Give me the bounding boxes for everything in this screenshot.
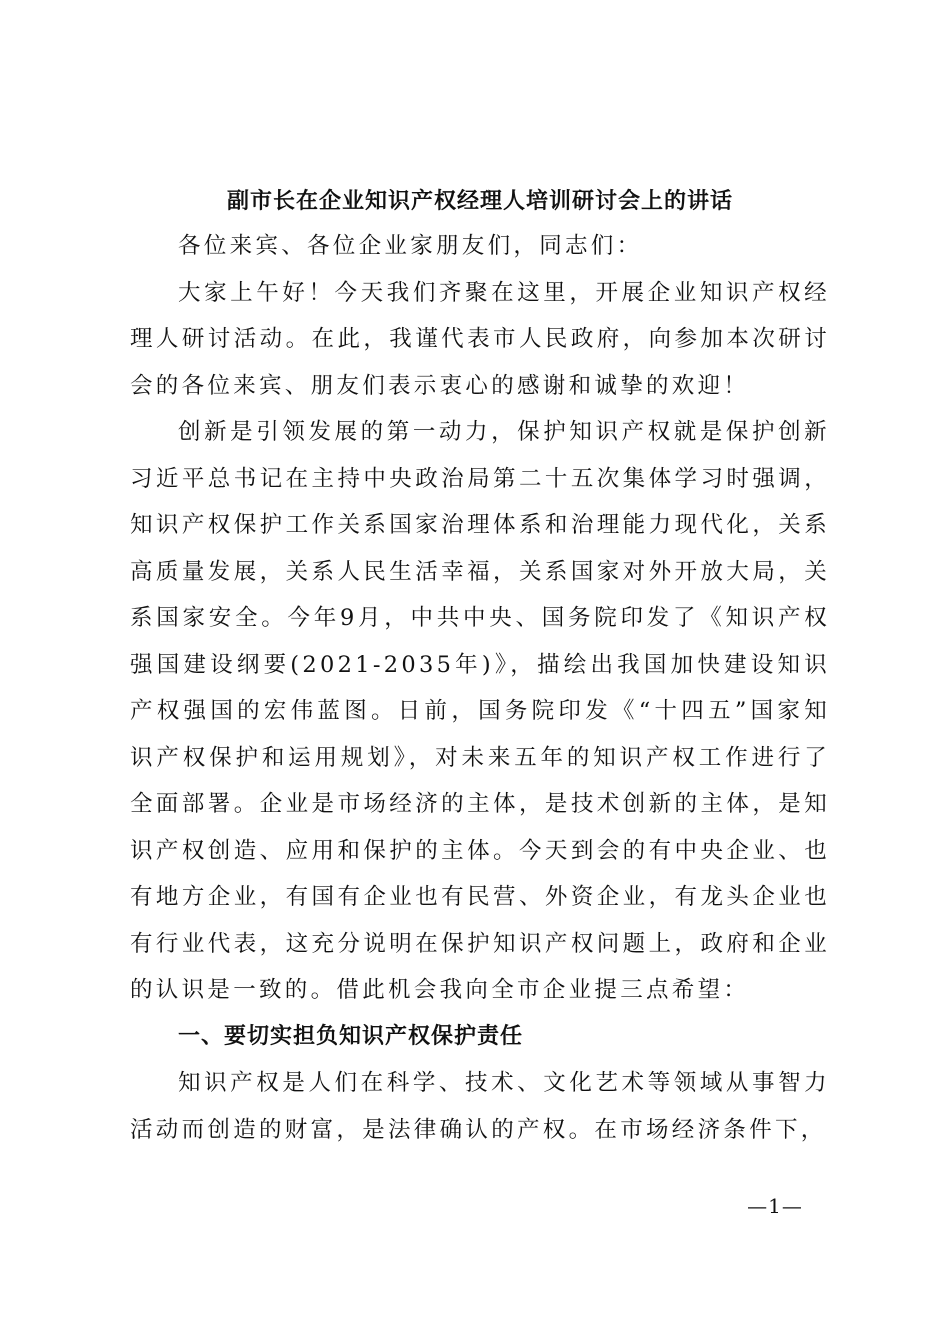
section-heading: 一、要切实担负知识产权保护责任 bbox=[178, 1023, 524, 1049]
paragraph-innovation: 创新是引领发展的第一动力，保护知识产权就是保护创新习近平总书记在主持中央政治局第二十五次集体学习时强调，知识产权保护工作关系国家治理体系和治理能力现代化，关系高质量发展，关系人民生活幸福，关系国家对外开放大局，关系国家安全。今年9月，中共中央、国务院印发了《知识产权强国建设纲要(2021-2035年)》，描绘出我国加快建设知识产权强国的宏伟蓝图。日前，国务院印发《“十四五”国家知识产权保护和运用规划》，对未来五年的知识产权工作进行了全面部署。企业是市场经济的主体，是技术创新的主体，是知识产权创造、应用和保护的主体。今天到会的有中央企业、也有地方企业，有国有企业也有民营、外资企业，有龙头企业也有行业代表，这充分说明在保护知识产权问题上，政府和企业的认识是一致的。借此机会我向全市企业提三点希望： bbox=[130, 419, 830, 1003]
document-body bbox=[130, 223, 830, 1153]
document-title: 副市长在企业知识产权经理人培训研讨会上的讲话 bbox=[226, 188, 733, 214]
salutation: 各位来宾、各位企业家朋友们，同志们： bbox=[178, 233, 643, 259]
paragraph-welcome: 大家上午好！今天我们齐聚在这里，开展企业知识产权经理人研讨活动。在此，我谨代表市人民政府，向参加本次研讨会的各位来宾、朋友们表示衷心的感谢和诚挚的欢迎！ bbox=[130, 279, 830, 399]
page-number: —1— bbox=[747, 1194, 803, 1218]
paragraph-section-one: 知识产权是人们在科学、技术、文化艺术等领域从事智力活动而创造的财富，是法律确认的产权。在市场经济条件下， bbox=[130, 1070, 830, 1143]
